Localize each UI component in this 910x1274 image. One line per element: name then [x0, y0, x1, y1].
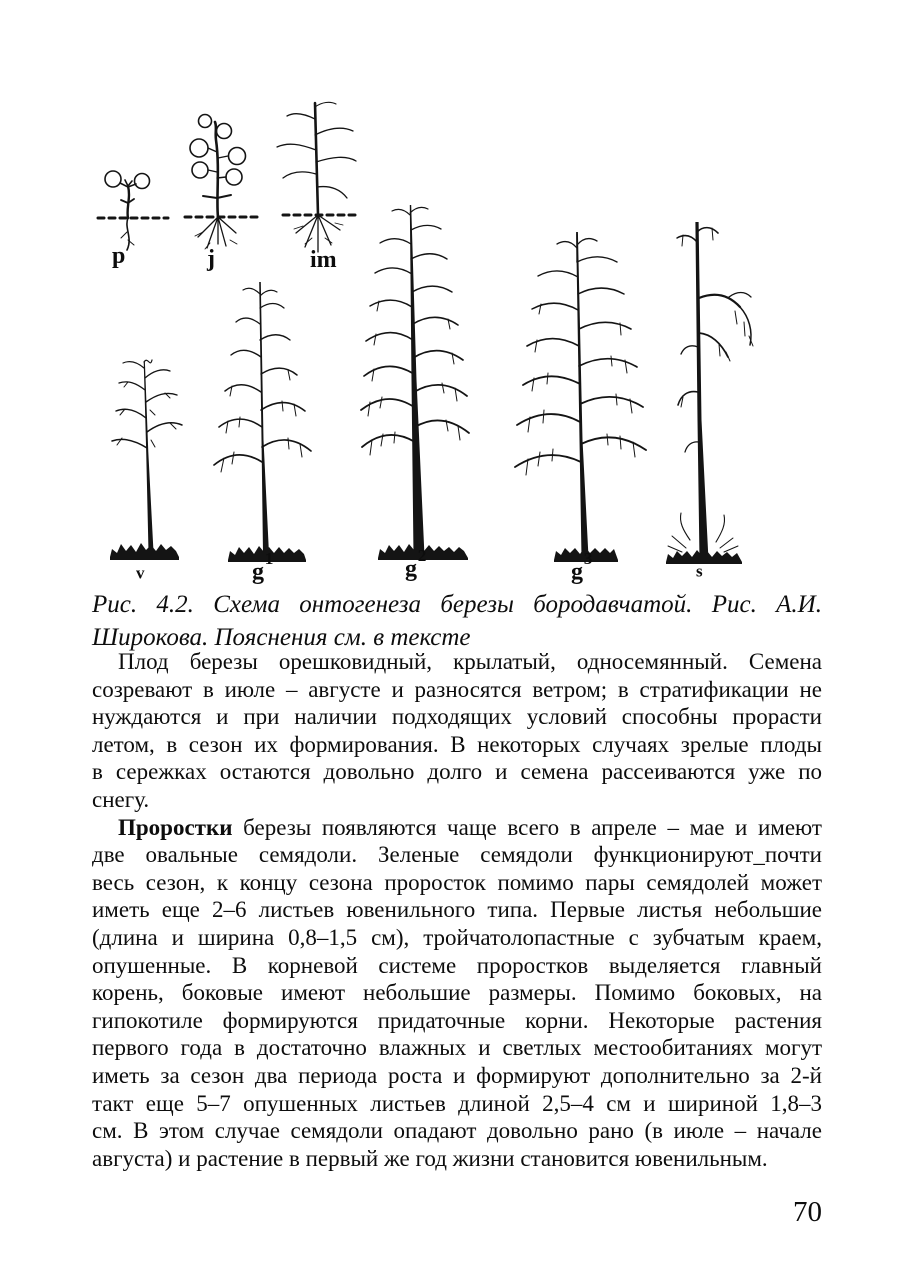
stage-label-g3: $g^3$ — [571, 548, 593, 585]
text-line: летом, в сезон их формирования. В некоторых случаях зрелые плоды — [92, 731, 822, 757]
text-line: нуждаются и при наличии подходящих условий способны прорасти — [92, 704, 822, 730]
text-line: иметь за сезон два периода роста и формируют дополнительно за 2-й — [92, 1062, 822, 1088]
body-text — [92, 648, 822, 1172]
figure-caption — [92, 588, 822, 654]
text-line: Проростки березы появляются чаще всего в апреле – мае и имеют — [118, 814, 822, 840]
tree-juvenile-j — [185, 115, 258, 250]
tree-generative-1 — [214, 282, 311, 562]
text-line: опушенные. В корневой системе проростков выделяется главный — [92, 952, 822, 978]
text-line: гипокотиле формируются придаточные корни. Некоторые растения — [92, 1007, 822, 1033]
tree-immature-im — [277, 102, 358, 252]
stage-label-g1: $g^1$ — [252, 548, 274, 585]
text-line: такт еще 5–7 опушенных листьев длиной 2,5–4 см и шириной 1,8–3 — [92, 1090, 822, 1116]
text-line: корень, боковые имеют небольшие размеры. Помимо боковых, на — [92, 980, 822, 1006]
page-number: 70 — [793, 1196, 822, 1228]
stage-label-v: v — [136, 563, 145, 583]
text-line: см. В этом случае семядоли опадают довольно рано (в июле – начале — [92, 1118, 822, 1144]
tree-senile-s — [666, 222, 753, 564]
bold-lead-word: Проростки — [118, 814, 233, 840]
tree-generative-3 — [515, 232, 646, 562]
figure-caption-line2: Широкова. Пояснения см. в тексте — [92, 624, 471, 651]
text-line: Плод березы орешковидный, крылатый, односемянный. Семена — [118, 649, 822, 674]
stage-label-j: j — [207, 246, 215, 272]
stage-label-g2: $g^2$ — [405, 545, 427, 582]
text-line: созревают в июле – августе и разносятся ветром; в стратификации не — [92, 676, 822, 702]
stage-label-s: s — [696, 561, 703, 581]
text-line: две овальные семядоли. Зеленые семядоли функционируют_почти — [92, 842, 822, 868]
birch-ontogenesis-drawing — [85, 90, 845, 590]
tree-generative-2 — [361, 205, 469, 560]
text-line: иметь еще 2–6 листьев ювенильного типа. Первые листья небольшие — [92, 897, 822, 923]
text-line: в сережках остаются довольно долго и семена рассеиваются уже по — [92, 759, 822, 785]
stage-label-im: im — [310, 247, 337, 273]
text-line: снегу. — [92, 786, 150, 812]
text-line: (длина и ширина 0,8–1,5 см), тройчатолопастные с зубчатым краем, — [92, 924, 822, 950]
tree-virginile-v — [110, 360, 182, 560]
text-line: первого года в достаточно влажных и светлых местообитаниях могут — [92, 1035, 822, 1061]
stage-label-p: p — [112, 243, 126, 269]
figure-4-2 — [0, 0, 910, 585]
tree-seedling-p — [98, 171, 168, 250]
text-line: августа) и растение в первый же год жизни становится ювенильным. — [92, 1145, 768, 1171]
paragraph-seedlings — [92, 814, 822, 1173]
paragraph-fruit — [92, 648, 822, 814]
text-line: весь сезон, к концу сезона проросток помимо пары семядолей может — [92, 869, 822, 895]
figure-caption-line1: Рис. 4.2. Схема онтогенеза березы бородавчатой. Рис. А.И. — [92, 591, 822, 618]
